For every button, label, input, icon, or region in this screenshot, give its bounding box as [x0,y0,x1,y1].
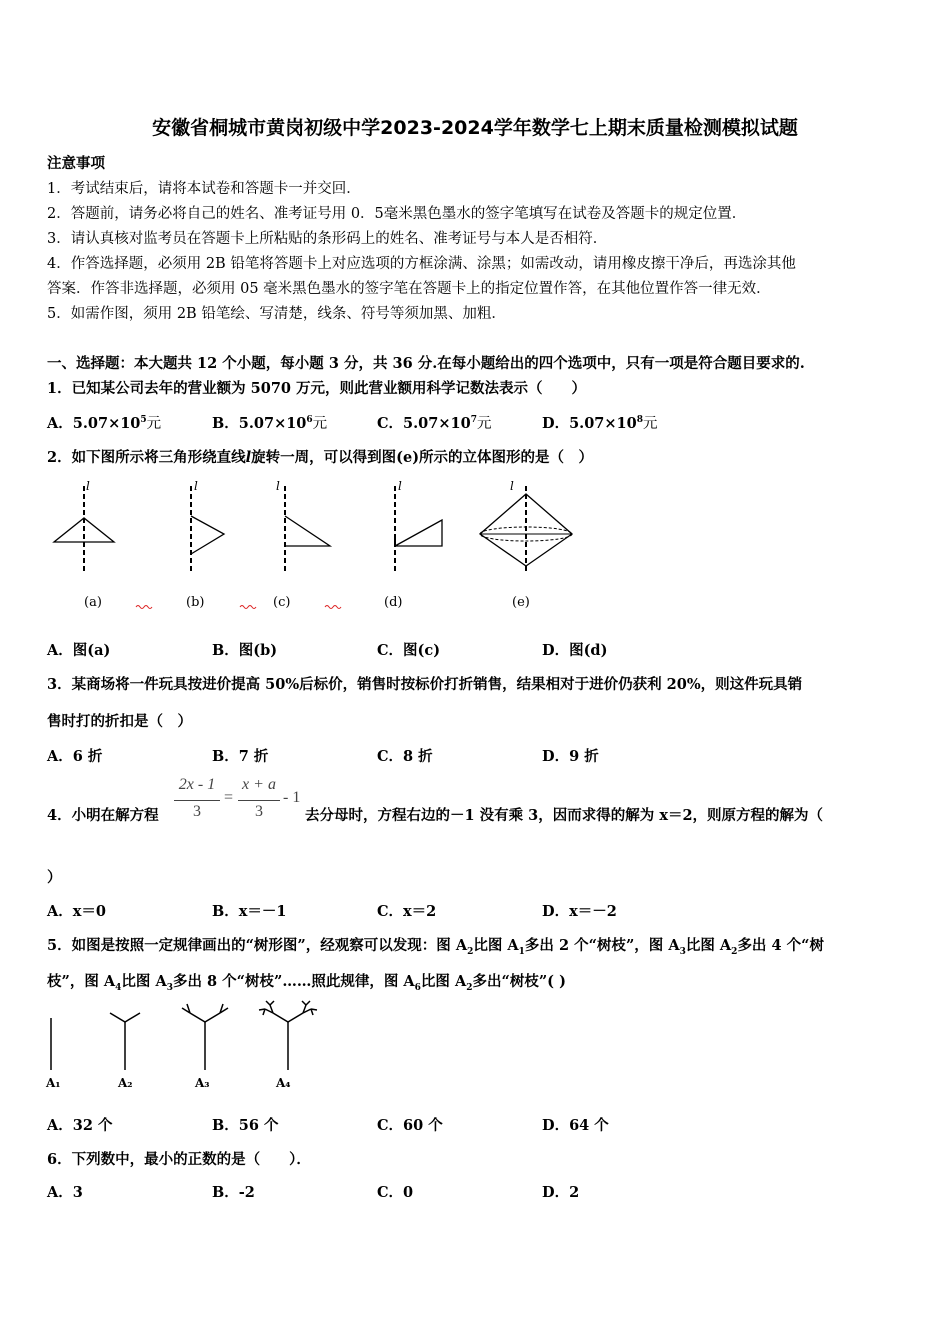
axis-label-c: l [276,479,280,493]
q4-option-d[interactable]: D．x＝－2 [542,903,617,920]
q1-option-c[interactable]: C．$5.07\times 10^7$元 [377,415,492,432]
q1-option-d[interactable]: D．$5.07\times 10^8$元 [542,415,658,432]
q6-option-b[interactable]: B．-2 [212,1184,255,1201]
q5-option-a[interactable]: A．32 个 [47,1117,113,1134]
axis-label-a: l [86,479,90,493]
q4-stem-pre: 4．小明在解方程 [47,807,159,824]
notice-item-4-cont: 答案．作答非选择题，必须用 05 毫米黑色墨水的签字笔在答题卡上的指定位置作答，在其他位置作答一律无效． [47,281,771,297]
q5-option-b[interactable]: B．56 个 [212,1117,279,1134]
q6-option-a[interactable]: A．3 [47,1184,83,1201]
axis-label-e: l [510,479,514,493]
q4-option-a[interactable]: A．x＝0 [47,903,106,920]
q4-frac2-bar [238,800,280,801]
fig-label-e: (e) [512,595,530,610]
q5-option-c[interactable]: C．60 个 [377,1117,443,1134]
q4-equals: = [224,789,234,806]
q3-stem-line2: 售时打的折扣是（ ） [47,713,192,730]
q6-option-c[interactable]: C．0 [377,1184,414,1201]
q3-option-a[interactable]: A．6 折 [47,748,103,765]
q1-option-a[interactable]: A．$5.07\times 10^5$元 [47,415,162,432]
fig-label-b: (b) [186,595,205,610]
q3-option-c[interactable]: C．8 折 [377,748,433,765]
tree-label-a2: A₂ [118,1076,133,1090]
q5-tree-figures [40,1000,340,1095]
q6-option-d[interactable]: D．2 [542,1184,580,1201]
q1-option-b[interactable]: B．$5.07\times 10^6$元 [212,415,328,432]
q2-option-b[interactable]: B．图(b) [212,642,278,659]
axis-label-b: l [194,479,198,493]
q4-frac1-bar [174,800,220,801]
notice-item-1: 1．考试结束后，请将本试卷和答题卡一并交回． [47,181,361,197]
q2-option-d[interactable]: D．图(d) [542,642,608,659]
fig-label-c: (c) [273,595,291,610]
axis-label-d: l [398,479,402,493]
q4-option-b[interactable]: B．x＝－1 [212,903,287,920]
section-heading: 一、选择题：本大题共 12 个小题，每小题 3 分，共 36 分.在每小题给出的四个选项中，只有一项是符合题目要求的. [47,355,805,372]
tree-label-a4: A₄ [276,1076,291,1090]
q3-option-d[interactable]: D．9 折 [542,748,599,765]
notice-item-2: 2．答题前，请务必将自己的姓名、准考证号用 0．5毫米黑色墨水的签字笔填写在试卷及答题卡的规定位置． [47,206,747,222]
q4-frac1-num: 2x - 1 [178,776,216,793]
notice-item-5: 5．如需作图，须用 2B 铅笔绘、写清楚，线条、符号等须加黑、加粗． [47,306,506,322]
q4-option-c[interactable]: C．x＝2 [377,903,437,920]
q4-stem-post: 去分母时，方程右边的－1 没有乘 3，因而求得的解为 x＝2，则原方程的解为（ [305,807,824,824]
q2-rotation-figures [40,476,600,626]
q3-option-b[interactable]: B．7 折 [212,748,269,765]
q2-option-a[interactable]: A．图(a) [47,642,111,659]
q3-stem-line1: 3．某商场将一件玩具按进价提高 50%后标价，销售时按标价打折销售，结果相对于进价仍获利 20%，则这件玩具销 [47,676,803,693]
q5-stem-line2: 枝”，图 $A_4$比图 $A_3$多出 8 个“树枝”……照此规律，图 $A_6$比图 $A_2$多出“树枝”( ) [47,973,566,993]
q4-frac2-num: x + a [242,776,276,793]
page-title: 安徽省桐城市黄岗初级中学2023-2024学年数学七上期末质量检测模拟试题 [152,117,798,139]
notice-heading: 注意事项 [47,155,105,172]
fig-label-a: (a) [84,595,102,610]
fig-label-d: (d) [384,595,403,610]
q2-stem: 2．如下图所示将三角形绕直线l旋转一周，可以得到图(e)所示的立体图形的是（ ） [47,449,594,466]
q4-stem-close: ） [47,869,62,886]
notice-item-3: 3．请认真核对监考员在答题卡上所粘贴的条形码上的姓名、准考证号与本人是否相符． [47,231,608,247]
q5-stem-line1: 5．如图是按照一定规律画出的“树形图”，经观察可以发现：图 $A_2$比图 $A_1$多出 2 个“树枝”，图 $A_3$比图 $A_2$多出 4 个“树 [47,937,824,957]
q6-stem: 6．下列数中，最小的正数的是（ ）． [47,1151,311,1168]
tree-label-a1: A₁ [46,1076,61,1090]
tree-label-a3: A₃ [195,1076,210,1090]
q4-frac2-den: 3 [255,803,263,820]
q4-frac1-den: 3 [193,803,201,820]
notice-item-4: 4．作答选择题，必须用 2B 铅笔将答题卡上对应选项的方框涂满、涂黑；如需改动，请用橡皮擦干净后，再选涂其他 [47,256,796,272]
q2-option-c[interactable]: C．图(c) [377,642,441,659]
q4-tail: - 1 [283,789,301,806]
q1-stem: 1．已知某公司去年的营业额为 5070 万元，则此营业额用科学记数法表示（ ） [47,380,587,397]
q5-option-d[interactable]: D．64 个 [542,1117,609,1134]
